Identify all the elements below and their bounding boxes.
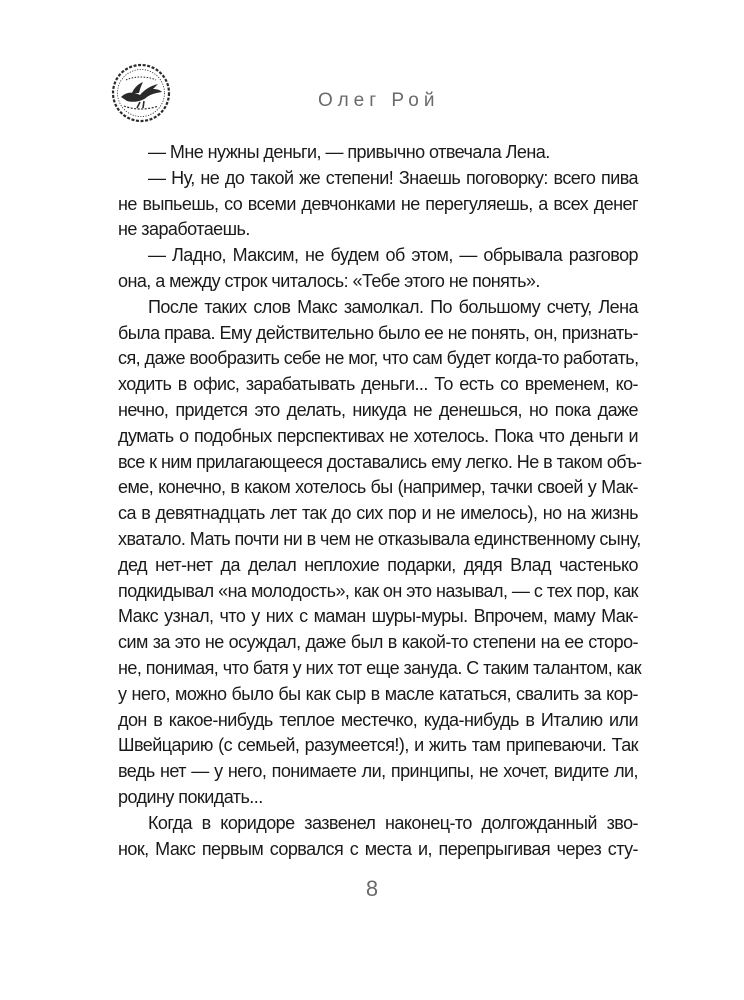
text-line: нечно, придется это делать, никуда не денешься, но пока даже [118, 399, 638, 420]
text-line: не заработаешь. [118, 219, 250, 240]
text-line: Швейцарию (с семьей, разумеется!), и жить там припеваючи. Так [118, 735, 638, 756]
page-number: 8 [365, 876, 379, 901]
text-line: са в девятнадцать лет так до сих пор и не имелось), но на жизнь [118, 503, 638, 524]
text-line: нок, Макс первым сорвался с места и, перепрыгивая через сту- [118, 838, 638, 859]
text-line: Когда в коридоре зазвенел наконец-то долгожданный зво- [148, 812, 638, 833]
text-line: Макс узнал, что у них с маман шуры-муры. Впрочем, маму Мак- [118, 606, 638, 627]
text-line: После таких слов Макс замолкал. По большому счету, Лена [148, 296, 638, 317]
text-line: сим за это не осуждал, даже был в какой-то степени на ее сторо- [118, 632, 638, 653]
text-line: ся, даже вообразить себе не мог, что сам будет когда-то работать, [118, 348, 639, 369]
text-line: — Мне нужны деньги, — привычно отвечала Лена. [148, 142, 550, 162]
text-line: родину покидать... [118, 786, 263, 807]
text-line: ходить в офис, зарабатывать деньги... То есть со временем, ко- [118, 374, 638, 395]
text-line: думать о подобных перспективах не хотелось. Пока что деньги и [118, 425, 638, 446]
text-line: дед нет-нет да делал неплохие подарки, дядя Влад частенько [118, 554, 638, 575]
text-line: подкидывал «на молодость», как он это называл, — с тех пор, как [118, 580, 638, 601]
text-line: дон в какое-нибудь теплое местечко, куда-нибудь в Италию или [118, 709, 638, 730]
text-line: ведь нет — у него, понимаете ли, принципы, не хочет, видите ли, [118, 761, 638, 782]
text-line: хватало. Мать почти ни в чем не отказывала единственному сыну, [118, 528, 641, 549]
bird-seal-logo-icon [110, 62, 172, 124]
author-name: Олег Рой [318, 90, 440, 111]
text-line: у него, можно было бы как сыр в масле кататься, свалить за кор- [118, 683, 638, 704]
text-line: была права. Ему действительно было ее не понять, он, признать- [118, 322, 638, 343]
text-line: она, а между строк читалось: «Тебе этого не понять». [118, 270, 540, 291]
text-line: — Ну, не до такой же степени! Знаешь поговорку: всего пива [148, 167, 638, 188]
page-body-text [118, 140, 642, 862]
text-line: не, понимая, что батя у них тот еще зануда. С таким талантом, как [118, 657, 642, 678]
text-line: не выпьешь, со всеми девчонками не перегуляешь, а всех денег [118, 193, 638, 214]
text-line: все к ним прилагающееся доставались ему легко. Не в таком объ- [118, 451, 642, 472]
text-line: еме, конечно, в каком хотелось бы (например, тачки своей у Мак- [118, 477, 638, 498]
text-line: — Ладно, Максим, не будем об этом, — обрывала разговор [148, 245, 638, 266]
